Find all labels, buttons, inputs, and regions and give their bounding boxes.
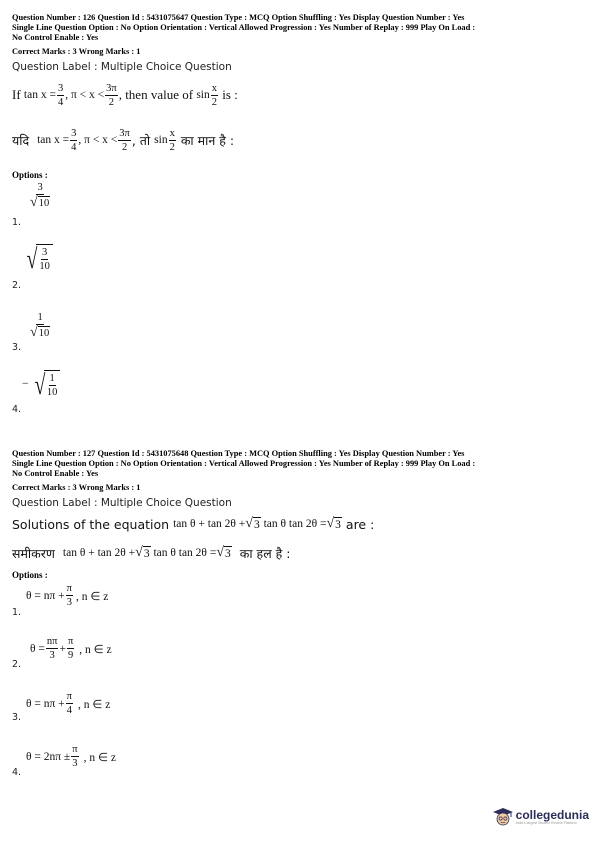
fraction	[66, 691, 73, 716]
denominator	[29, 195, 51, 210]
denominator: 9	[67, 650, 74, 661]
if-word: If	[12, 87, 21, 102]
sin-expression	[196, 83, 219, 108]
fraction	[211, 83, 218, 108]
question-label: Question Label : Multiple Choice Question	[12, 61, 232, 73]
hindi-tail: का मान है :	[180, 132, 235, 148]
fraction	[71, 744, 78, 769]
fraction	[105, 83, 118, 108]
question-label: Question Label : Multiple Choice Question	[12, 497, 232, 509]
numerator: x	[211, 82, 217, 94]
question-text-hindi	[12, 543, 290, 563]
sqrt: √ 3	[135, 545, 150, 560]
is-text: is :	[222, 87, 238, 102]
numerator: 1	[37, 312, 43, 323]
equation-part: tan θ tan 2θ =	[263, 518, 327, 530]
radicand	[44, 370, 61, 398]
denominator: 4	[71, 141, 77, 153]
fraction	[57, 83, 64, 108]
math-expression	[37, 128, 132, 153]
numerator: 3π	[119, 127, 130, 139]
option-3[interactable]	[26, 691, 110, 716]
tan-expr: tan x =	[37, 134, 70, 146]
question-text-english	[12, 78, 238, 112]
option-2[interactable]	[22, 243, 53, 275]
option-4[interactable]	[26, 744, 116, 769]
fraction	[169, 128, 176, 153]
option-number: 4.	[12, 767, 22, 778]
option-number: 1.	[12, 217, 22, 228]
numerator: nπ	[46, 636, 58, 647]
header-line: Single Line Question Option : No Option Orientation : Vertical Allowed Progression : Yes Number of Replay : 999 Play On Load :	[12, 23, 476, 32]
expr-prefix: θ = nπ +	[26, 697, 65, 710]
equation-part: tan θ + tan 2θ +	[173, 518, 246, 530]
expr-suffix: , n ∈ z	[77, 698, 111, 711]
numerator: 3π	[106, 82, 117, 94]
numerator: 3	[57, 82, 64, 94]
denominator: 2	[211, 96, 217, 108]
numerator: π	[72, 744, 78, 755]
option-number: 3.	[12, 342, 22, 353]
sqrt: √ 3	[216, 545, 231, 560]
math-expression	[173, 517, 342, 531]
header-line: Question Number : 127 Question Id : 5431075648 Question Type : MCQ Option Shuffling : Yes Display Question Number : Yes	[12, 449, 465, 458]
sqrt: √ 10	[30, 325, 50, 340]
denominator: 10	[39, 261, 50, 272]
lead-text: Solutions of the equation	[12, 516, 170, 532]
math-expression	[24, 83, 119, 108]
fraction	[67, 636, 74, 661]
marks-info: Correct Marks : 3 Wrong Marks : 1	[12, 483, 141, 492]
tan-expr: tan x =	[23, 89, 56, 101]
math-expression	[63, 546, 232, 560]
logo-name: collegedunia	[515, 807, 589, 822]
to-word: , तो	[131, 132, 151, 148]
condition: , π < x <	[65, 89, 105, 101]
expr-prefix: θ =	[30, 642, 45, 655]
numerator: π	[66, 691, 72, 702]
radicand	[36, 244, 53, 272]
denominator: 10	[46, 387, 58, 398]
option-number: 1.	[12, 607, 22, 618]
denominator: 3	[66, 597, 72, 608]
tail-text: are :	[345, 516, 375, 532]
expr-suffix: , n ∈ z	[79, 643, 112, 656]
denominator: 3	[49, 650, 55, 661]
fraction	[118, 128, 131, 153]
sqrt: √ 3	[245, 516, 260, 531]
fraction	[46, 636, 59, 661]
denominator: 4	[57, 96, 64, 108]
logo-tagline: India's largest Student Review Platform	[515, 820, 577, 825]
numerator: 3	[71, 127, 77, 139]
option-3[interactable]	[28, 312, 52, 340]
option-2[interactable]	[30, 636, 112, 661]
radicand: 10	[38, 198, 50, 209]
fraction	[70, 128, 77, 153]
expr-prefix: θ = 2nπ ±	[26, 750, 71, 763]
sin-word: sin	[154, 134, 168, 146]
sin-word: sin	[196, 89, 210, 101]
radicand: 3	[253, 519, 260, 531]
header-line: No Control Enable : Yes	[12, 469, 99, 478]
yadi-word: यदि	[12, 132, 30, 148]
fraction	[29, 182, 51, 210]
option-number: 2.	[12, 659, 22, 670]
fraction	[38, 247, 51, 272]
option-4[interactable]	[22, 369, 60, 401]
minus-sign: −	[22, 378, 29, 390]
numerator: x	[169, 127, 175, 139]
radicand: 3	[335, 519, 341, 531]
fraction	[29, 312, 51, 340]
options-label: Options :	[12, 170, 48, 180]
denominator: 4	[66, 705, 72, 716]
denominator: 2	[169, 141, 175, 153]
question-header	[12, 449, 584, 479]
collegedunia-logo	[492, 806, 589, 828]
sin-expression	[154, 128, 177, 153]
sqrt: √ 10	[30, 195, 50, 210]
then-text: , then value of	[118, 87, 194, 102]
denominator: 2	[121, 141, 128, 153]
marks-info: Correct Marks : 3 Wrong Marks : 1	[12, 47, 141, 56]
logo-text	[516, 809, 589, 826]
fraction	[46, 373, 59, 398]
denominator: 3	[72, 758, 78, 769]
expr-prefix: θ = nπ +	[26, 589, 65, 602]
numerator: 1	[49, 373, 55, 384]
tail-text: का हल है :	[239, 545, 291, 561]
question-text-hindi	[12, 123, 234, 157]
graduate-mascot-icon	[492, 806, 514, 828]
option-number: 3.	[12, 712, 22, 723]
header-line: Question Number : 126 Question Id : 5431075647 Question Type : MCQ Option Shuffling : Yes Display Question Number : Yes	[12, 13, 465, 22]
header-line: No Control Enable : Yes	[12, 33, 99, 42]
sqrt: √ $\frac{3}{10}$	[22, 244, 53, 272]
radicand: 3	[225, 548, 231, 560]
fraction	[66, 583, 73, 608]
header-line: Single Line Question Option : No Option Orientation : Vertical Allowed Progression : Yes Number of Replay : 999 Play On Load :	[12, 459, 476, 468]
numerator: 3	[42, 247, 48, 258]
option-1[interactable]	[28, 182, 52, 210]
sqrt: √ 3	[326, 516, 341, 531]
radicand: 3	[143, 548, 150, 560]
sqrt: √ $\frac{1}{10}$	[30, 370, 61, 398]
denominator: 2	[108, 96, 115, 108]
numerator: 3	[37, 182, 43, 193]
option-1[interactable]	[26, 583, 108, 608]
option-number: 2.	[12, 280, 22, 291]
expr-suffix: , n ∈ z	[75, 590, 109, 603]
numerator: π	[67, 636, 74, 647]
denominator	[29, 325, 51, 340]
numerator: π	[66, 583, 72, 594]
condition: , π < x <	[78, 134, 118, 146]
equation-part: tan θ + tan 2θ +	[62, 547, 136, 559]
question-text-english	[12, 514, 374, 534]
equation-part: tan θ tan 2θ =	[153, 547, 217, 559]
expr-suffix: , n ∈ z	[83, 751, 116, 764]
option-number: 4.	[12, 404, 22, 415]
lead-text: समीकरण	[12, 545, 55, 561]
options-label: Options :	[12, 570, 48, 580]
radicand: 10	[38, 328, 50, 339]
question-header	[12, 13, 584, 43]
plus-sign: +	[59, 642, 66, 655]
